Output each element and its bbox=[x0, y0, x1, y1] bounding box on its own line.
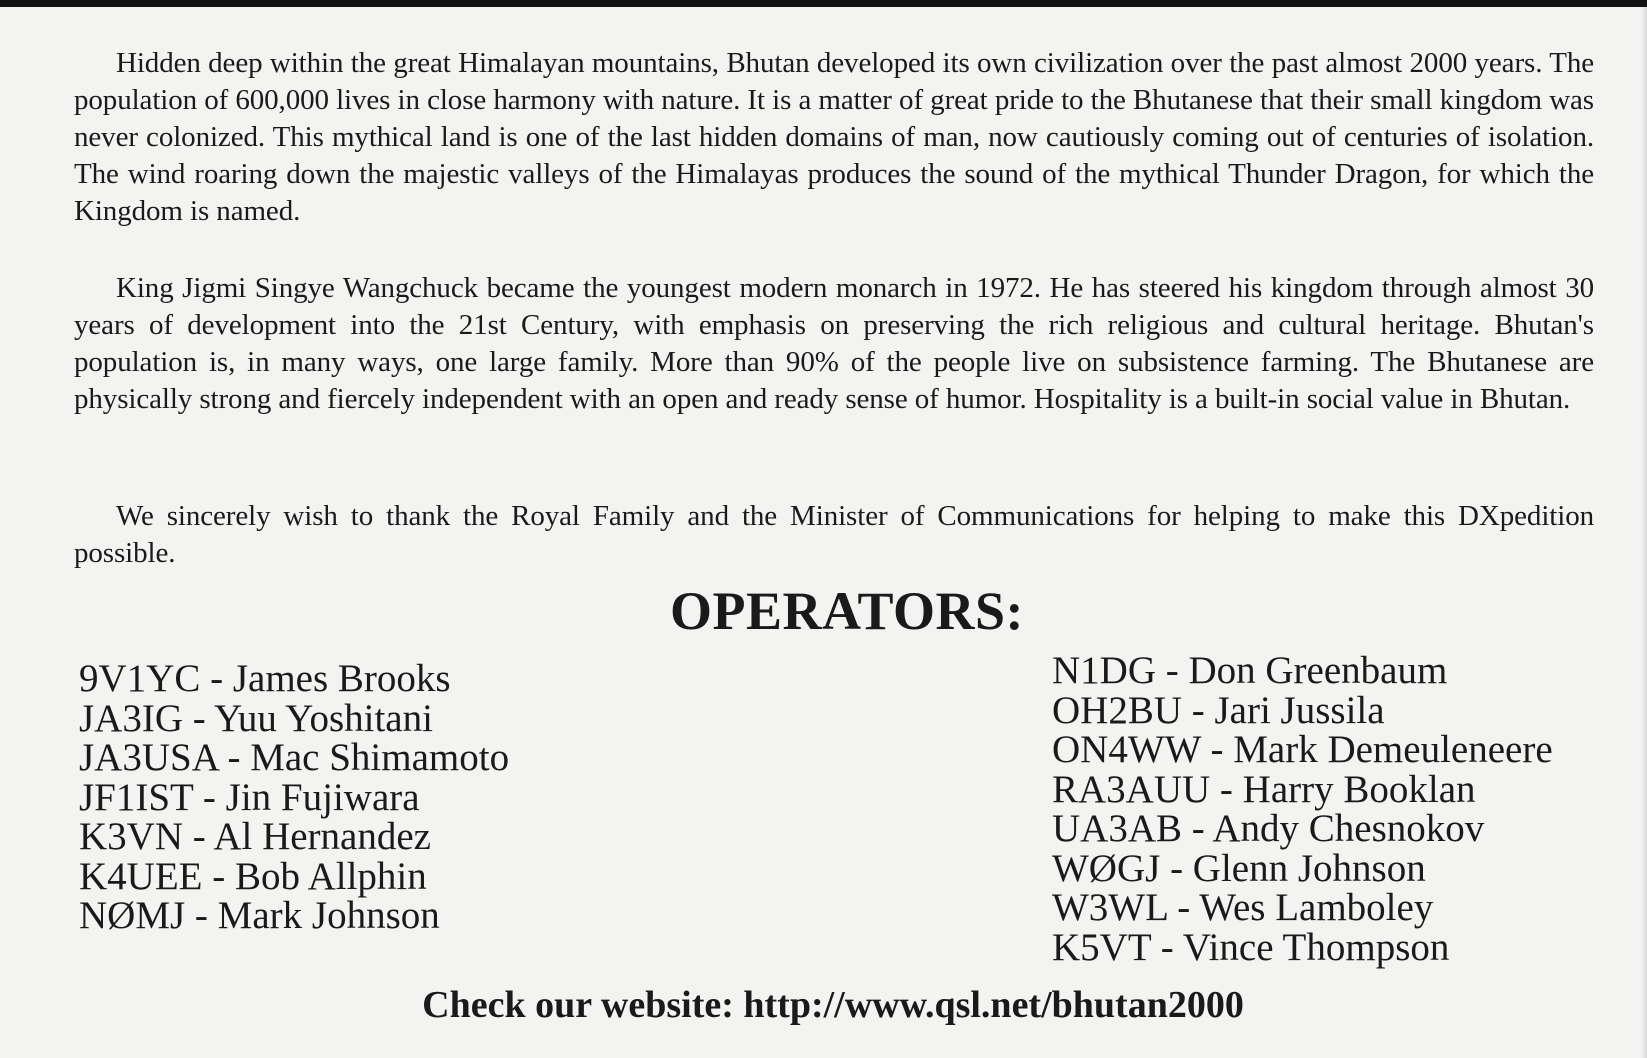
operator-item: K5VT - Vince Thompson bbox=[1052, 925, 1450, 969]
operator-item: JA3IG - Yuu Yoshitani bbox=[79, 696, 433, 740]
website-line: Check our website: http://www.qsl.net/bhutan2000 bbox=[422, 984, 1244, 1026]
operator-item: ON4WW - Mark Demeuleneere bbox=[1052, 728, 1553, 771]
operator-item: JF1IST - Jin Fujiwara bbox=[79, 775, 420, 819]
operator-item: W3WL - Wes Lamboley bbox=[1052, 886, 1434, 929]
operators-list-right bbox=[1052, 651, 1553, 967]
operator-item: OH2BU - Jari Jussila bbox=[1052, 688, 1385, 732]
intro-paragraph: Hidden deep within the great Himalayan mountains, Bhutan developed its own civilization over the past almost 2000 years. The population of 600,000 lives in close harmony with nature. It is a matter of great pride to the Bhutanese that their small kingdom was never colonized. This mythical land is one of the last hidden domains of man, now cautiously coming out of centuries of isolation. The wind roaring down the majestic valleys of the Himalayas produces the sound of the mythical Thunder Dragon, for which the Kingdom is named. bbox=[74, 47, 1594, 227]
operator-item: JA3USA - Mac Shimamoto bbox=[79, 736, 510, 779]
operator-item: UA3AB - Andy Chesnokov bbox=[1052, 807, 1485, 850]
operator-item: K3VN - Al Hernandez bbox=[79, 815, 431, 858]
operators-heading: OPERATORS: bbox=[669, 581, 1025, 641]
operator-item: N1DG - Don Greenbaum bbox=[1052, 649, 1448, 692]
thanks-paragraph: We sincerely wish to thank the Royal Family and the Minister of Communications for helping to make this DXpedition possible. bbox=[74, 500, 1594, 569]
king-paragraph: King Jigmi Singye Wangchuck became the youngest modern monarch in 1972. He has steered his kingdom through almost 30 years of development into the 21st Century, with emphasis on preserving the rich religious and cultural heritage. Bhutan's population is, in many ways, one large family. More than 90% of the people live on subsistence farming. The Bhutanese are physically strong and fiercely independent with an open and ready sense of humor. Hospitality is a built-in social value in Bhutan. bbox=[74, 272, 1594, 415]
operator-item: K4UEE - Bob Allphin bbox=[79, 854, 427, 898]
operator-item: WØGJ - Glenn Johnson bbox=[1052, 846, 1426, 890]
operator-item: 9V1YC - James Brooks bbox=[79, 657, 451, 700]
operator-item: NØMJ - Mark Johnson bbox=[79, 894, 440, 937]
operators-list-left bbox=[79, 659, 509, 936]
operator-item: RA3AUU - Harry Booklan bbox=[1052, 767, 1476, 811]
